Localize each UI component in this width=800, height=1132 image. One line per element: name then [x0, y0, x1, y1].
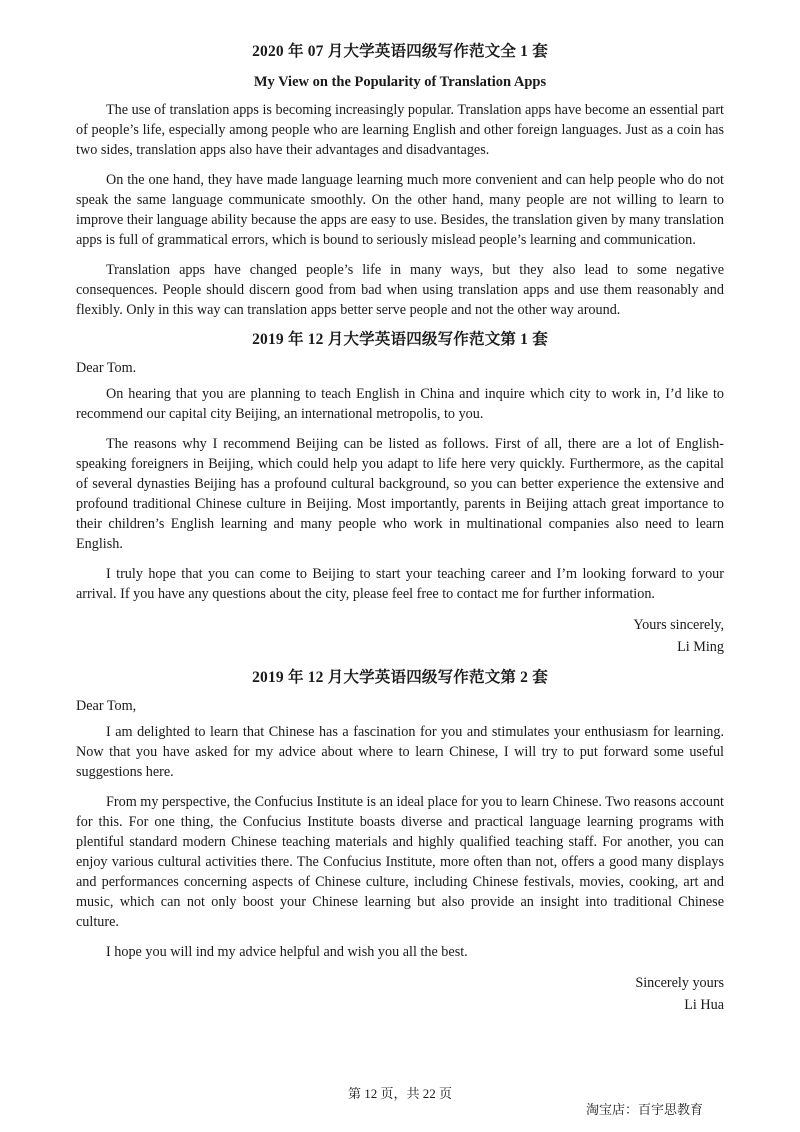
shop-watermark: 淘宝店：百宇思教育 [586, 1103, 704, 1118]
paragraph: The use of translation apps is becoming increasingly popular. Translation apps have become an essential part of people’s life, especially among people who are learning English and other foreign languages. Just as a coin has two sides, translation apps also have their advantages and disadvantages. [76, 102, 724, 158]
section-title-2019-12-set1: 2019 年 12 月大学英语四级写作范文第 1 套 [252, 331, 548, 348]
closing-phrase: Yours sincerely, [633, 617, 724, 633]
paragraph: The reasons why I recommend Beijing can be listed as follows. First of all, there are a lot of English-speaking foreigners in Beijing, which could help you adapt to life here very quickly. Furthermore, as the capital of several dynasties Beijing has a profound cultural background, so you can better experience the extensive and profound traditional Chinese culture in Beijing. Most importantly, parents in Beijing attach great importance to their children’s English learning and many people who work in multinational companies also need to learn English. [76, 436, 724, 552]
signature: Li Ming [677, 639, 724, 655]
paragraph: From my perspective, the Confucius Institute is an ideal place for you to learn Chinese. Two reasons account for this. For one thing, the Confucius Institute boasts diverse and practical language learning programs with plentiful standard modern Chinese teaching materials and highly qualified teaching staff. For another, you can enjoy various cultural activities there. The Confucius Institute, more often than not, offers a good many displays and performances concerning aspects of Chinese culture, including Chinese festivals, movies, cooking, art and music, which can not only boost your Chinese learning but also provide an insight into traditional Chinese culture. [76, 794, 724, 930]
essay-title: My View on the Popularity of Translation Apps [253, 74, 547, 90]
signature: Li Hua [684, 997, 724, 1013]
paragraph: On hearing that you are planning to teach English in China and inquire which city to work in, I’d like to recommend our capital city Beijing, an international metropolis, to you. [76, 386, 724, 422]
letter-closing [76, 614, 724, 658]
section-title-2019-12-set2: 2019 年 12 月大学英语四级写作范文第 2 套 [252, 669, 548, 686]
document-page [76, 42, 724, 1026]
paragraph: I hope you will ind my advice helpful and wish you all the best. [106, 944, 468, 960]
paragraph: I am delighted to learn that Chinese has a fascination for you and stimulates your enthusiasm for learning. Now that you have asked for my advice about where to learn Chinese, I will try to put forward some useful suggestions here. [76, 724, 724, 780]
salutation: Dear Tom, [76, 698, 137, 714]
closing-phrase: Sincerely yours [635, 975, 724, 991]
paragraph: I truly hope that you can come to Beijing to start your teaching career and I’m looking forward to your arrival. If you have any questions about the city, please feel free to contact me for further information. [76, 566, 724, 602]
letter-closing [76, 972, 724, 1016]
paragraph: On the one hand, they have made language learning much more convenient and can help people who do not speak the same language communicate smoothly. On the other hand, many people are not willing to learn to improve their language ability because the apps are easy to use. Besides, the translation given by many translation apps is full of grammatical errors, which is bound to seriously mislead people’s learning and communication. [76, 172, 724, 248]
page-number: 第 12 页，共 22 页 [347, 1086, 452, 1101]
paragraph: Translation apps have changed people’s life in many ways, but they also lead to some negative consequences. People should discern good from bad when using translation apps and use them reasonably and flexibly. Only in this way can translation apps better serve people and not the other way around. [76, 262, 724, 318]
salutation: Dear Tom. [76, 360, 137, 376]
section-title-2020-07: 2020 年 07 月大学英语四级写作范文全 1 套 [252, 43, 548, 60]
